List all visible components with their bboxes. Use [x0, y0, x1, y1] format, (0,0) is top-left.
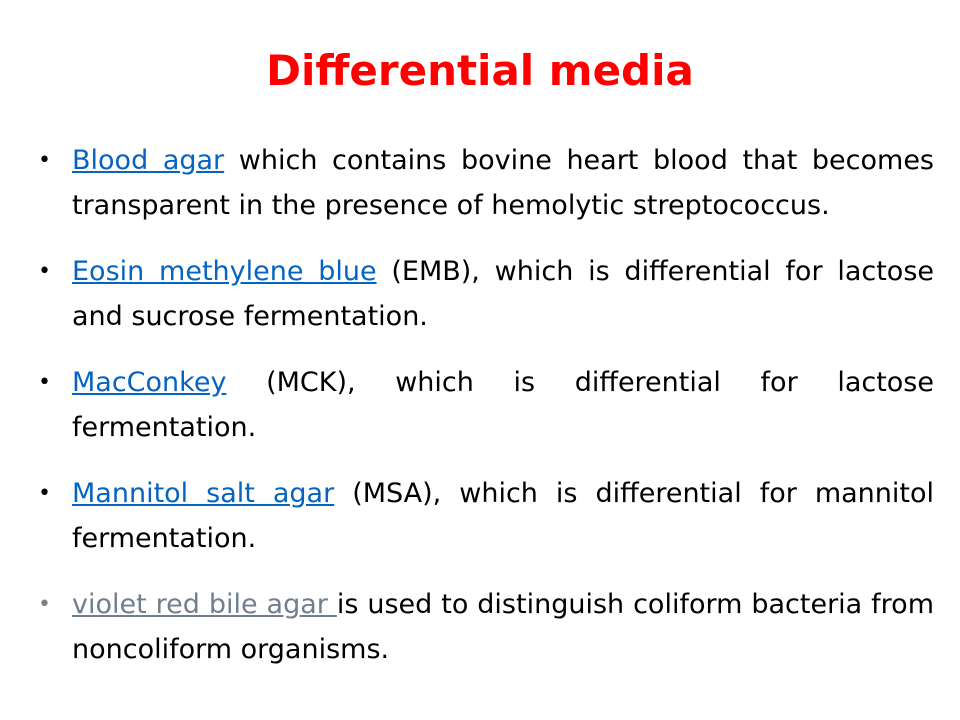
- bullet-dot-icon: •: [38, 592, 51, 617]
- eosin-methylene-blue-link[interactable]: Eosin methylene blue: [72, 256, 377, 287]
- bullet-list: [38, 138, 934, 693]
- blood-agar-link[interactable]: Blood agar: [72, 145, 225, 176]
- bullet-dot-icon: •: [38, 148, 51, 173]
- bullet-macconkey: [38, 360, 934, 450]
- macconkey-link[interactable]: MacConkey: [72, 367, 227, 398]
- bullet-dot-icon: •: [38, 259, 51, 284]
- bullet-mannitol-salt-agar: [38, 471, 934, 561]
- bullet-text: is used to distinguish coliform bacteria from noncoliform organisms.: [72, 589, 934, 665]
- violet-red-bile-agar-link[interactable]: violet red bile agar: [72, 589, 337, 620]
- bullet-text: which contains bovine heart blood that becomes transparent in the presence of hemolytic streptococcus.: [72, 145, 934, 221]
- bullet-eosin-methylene-blue: [38, 249, 934, 339]
- slide-title: Differential media: [266, 46, 694, 95]
- bullet-violet-red-bile-agar: [38, 582, 934, 672]
- bullet-text: (MCK), which is differential for lactose fermentation.: [72, 367, 934, 443]
- bullet-dot-icon: •: [38, 481, 51, 506]
- bullet-dot-icon: •: [38, 370, 51, 395]
- bullet-blood-agar: [38, 138, 934, 228]
- mannitol-salt-agar-link[interactable]: Mannitol salt agar: [72, 478, 335, 509]
- bullet-text: (EMB), which is differential for lactose and sucrose fermentation.: [72, 256, 934, 332]
- bullet-text: (MSA), which is differential for mannitol fermentation.: [72, 478, 934, 554]
